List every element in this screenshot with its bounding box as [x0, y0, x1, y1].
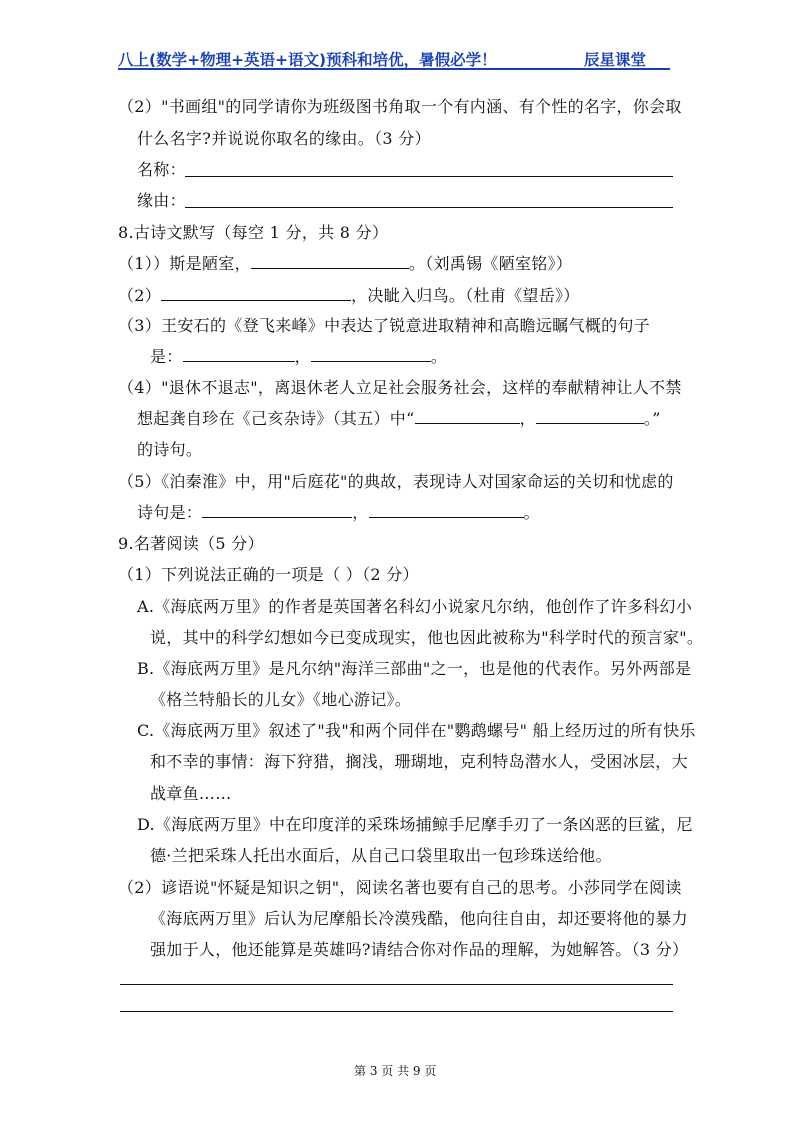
q8-item-4 [137, 409, 661, 429]
answer-line-1[interactable] [120, 984, 673, 985]
q8-4-line1: （4）"退休不退志"，离退休老人立足社会服务社会，这样的奉献精神让人不禁 [118, 378, 682, 397]
option-a-line1: A.《海底两万里》的作者是英国著名科幻小说家凡尔纳，他创作了许多科幻小 [137, 597, 693, 616]
header-title: 八上(数学+物理+英语+语文)预科和培优，暑假必学！ [118, 51, 497, 69]
q8-3-mid: ， [294, 347, 311, 366]
q8-4-post: 。” [643, 409, 661, 428]
q8-4-line3: 的诗句。 [137, 440, 203, 459]
q9-sub2-line2: 《海底两万里》后认为尼摩船长冷漠残酷，他向往自由，却还要将他的暴力 [150, 909, 688, 928]
q8-5-pre: 诗句是： [137, 503, 203, 522]
option-c-line2: 和不幸的事情：海下狩猎，搁浅，珊瑚地，克利特岛潜水人，受困冰层，大 [150, 752, 688, 771]
q8-4-mid: ， [519, 409, 536, 428]
q8-5-post: 。 [523, 503, 540, 522]
option-b-line1: B.《海底两万里》是凡尔纳"海洋三部曲"之一，也是他的代表作。另外两部是 [137, 659, 692, 678]
reason-label: 缘由： [137, 191, 186, 210]
option-a-line2: 说，其中的科学幻想如今已变成现实，他也因此被称为"科学时代的预言家"。 [150, 628, 704, 647]
q9-sub2-line1: （2）谚语说"怀疑是知识之钥"，阅读名著也要有自己的思考。小莎同学在阅读 [118, 878, 682, 897]
reason-answer-line[interactable] [185, 207, 673, 208]
q8-2-post: ，决眦入归鸟。（杜甫《望岳》） [351, 286, 580, 305]
q9-title: 9.名著阅读（5 分） [118, 534, 264, 553]
option-d-line1: D.《海底两万里》中在印度洋的采珠场捕鲸手尼摩手刃了一条凶恶的巨鲨，尼 [137, 815, 693, 834]
page-number: 第 3 页 共 9 页 [354, 1064, 437, 1078]
q8-3-line1: （3）王安石的《登飞来峰》中表达了锐意进取精神和高瞻远瞩气概的句子 [118, 316, 651, 335]
header-brand: 辰星课堂 [584, 51, 647, 69]
q8-5-blank-1[interactable] [202, 503, 352, 518]
q8-5-mid: ， [352, 503, 369, 522]
q8-item-1 [118, 254, 572, 274]
q8-item-3 [150, 347, 447, 367]
option-c-line3: 战章鱼…… [150, 784, 232, 803]
option-c-line1: C.《海底两万里》叙述了"我"和两个同伴在"鹦鹉螺号" 船上经历过的所有快乐 [137, 721, 696, 740]
q7-2-line2: 什么名字?并说说你取名的缘由。（3 分） [137, 129, 431, 148]
q8-4-blank-1[interactable] [415, 409, 520, 424]
q8-item-2 [118, 286, 580, 306]
answer-line-2[interactable] [120, 1011, 673, 1012]
name-answer-line[interactable] [185, 176, 673, 177]
q8-3-blank-2[interactable] [311, 347, 431, 362]
q8-title: 8.古诗文默写（每空 1 分，共 8 分） [118, 223, 389, 242]
q8-2-blank[interactable] [161, 286, 351, 301]
q8-1-pre: （1））斯是陋室， [118, 254, 251, 273]
q8-1-post: 。（刘禹锡《陋室铭》） [408, 254, 573, 273]
q8-4-blank-2[interactable] [536, 409, 644, 424]
option-d-line2: 德·兰把采珠人托出水面后，从自己口袋里取出一包珍珠送给他。 [150, 846, 612, 865]
q8-3-post: 。 [430, 347, 448, 366]
option-b-line2: 《格兰特船长的儿女》《地心游记》。 [150, 690, 412, 709]
q8-1-blank[interactable] [251, 254, 409, 269]
q8-5-line1: （5）《泊秦淮》中，用"后庭花"的典故，表现诗人对国家命运的关切和忧虑的 [118, 472, 674, 491]
q9-sub2-line3: 强加于人，他还能算是英雄吗?请结合你对作品的理解，为她解答。（3 分） [150, 940, 689, 959]
q8-2-pre: （2） [118, 286, 162, 305]
q8-4-pre: 想起龚自珍在《己亥杂诗》（其五）中“ [137, 409, 415, 428]
name-label: 名称： [137, 160, 186, 179]
q8-item-5 [137, 503, 540, 523]
q9-sub1: （1）下列说法正确的一项是（ ）（2 分） [118, 565, 419, 584]
q7-2-line1: （2）"书画组"的同学请你为班级图书角取一个有内涵、有个性的名字，你会取 [118, 97, 682, 116]
q8-3-pre: 是： [150, 347, 183, 366]
header-rule [118, 68, 670, 70]
q8-5-blank-2[interactable] [369, 503, 524, 518]
q8-3-blank-1[interactable] [183, 347, 295, 362]
